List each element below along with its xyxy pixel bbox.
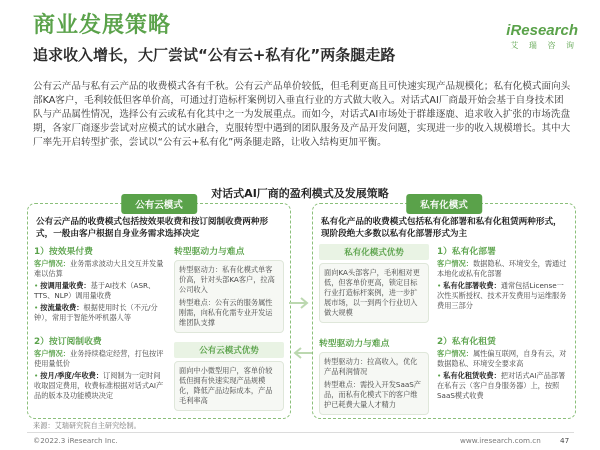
footer-url: www.iresearch.com.cn [460, 436, 541, 445]
usage-bullet-1 [34, 281, 166, 301]
private-advantage-text: 面向KA头部客户，毛利相对更低，但客单价更高，锁定目标行业打造标杆案例，进一步扩展市场，以一到两个行业切入做大规模 [319, 263, 429, 323]
deploy-title: 1）私有化部署 [437, 247, 496, 257]
usage-based-title: 1）按效果付费 [34, 247, 93, 257]
private-advantage-title: 私有化模式优势 [319, 244, 429, 260]
subscription-bullet-1 [34, 371, 166, 401]
rent-block [437, 334, 569, 401]
public-transform-block [174, 244, 284, 333]
usage-bullet-2 [34, 303, 166, 323]
usage-bullet-1-text: 基于AI技术（ASR、TTS、NLP）调用量收费 [34, 281, 156, 300]
private-panel [312, 200, 576, 419]
deploy-client-label: 客户情况： [437, 259, 473, 268]
deploy-bullet-1 [437, 281, 569, 311]
subscription-block [34, 334, 166, 401]
page-title: 商业发展策略 [33, 13, 172, 38]
public-cloud-header: 公有云模式 [121, 194, 197, 214]
private-transform-block [319, 336, 429, 415]
public-advantage-title: 公有云模式优势 [174, 342, 284, 358]
public-transform-drivers: 转型驱动力：私有化模式单客价高，针对头部KA客户，拉高公司收入 [179, 265, 275, 294]
subscription-client [34, 349, 166, 369]
rent-bullet-1 [437, 371, 569, 401]
usage-based-block [34, 244, 166, 323]
footer-divider [27, 432, 574, 433]
rent-client-text: 属性偏互联网，自身有云，对数据隐私、环境安全要求高 [437, 349, 567, 368]
usage-client [34, 259, 166, 279]
public-transform-difficulty: 转型难点：公有云的服务属性刚需，向私有化需专业开发运维团队支撑 [179, 298, 273, 327]
usage-client-label: 客户情况： [34, 259, 70, 268]
public-cloud-panel [27, 200, 291, 419]
private-transform-drivers: 转型驱动力：拉高收入，优化产品利润情况 [324, 357, 418, 376]
public-transform-card [174, 260, 284, 333]
page-subtitle: 追求收入增长，大厂尝试“公有云+私有化”两条腿走路 [33, 46, 396, 64]
deploy-client [437, 259, 569, 279]
deploy-client-text: 数据隐私、环境安全，需通过本地化或私有化部署 [437, 259, 567, 278]
public-transform-title: 转型驱动力与难点 [174, 247, 245, 257]
private-desc: 私有化产品的收费模式包括私有化部署和私有化租赁两种形式，现阶段绝大多数以私有化部署形式为主 [321, 217, 562, 239]
intro-paragraph: 公有云产品与私有云产品的收费模式各有千秋。公有云产品单价较低，但毛利更高且可快速实现产品规模化；私有化模式面向头部KA客户，毛利较低但客单价高，可通过打造标杆案例切入垂直行业的方式做大收入。对话式AI厂商最开始会基于自身技术团队与产品属性情况，选择公有云或私有化其中之一为发展重点。而如今，对话式AI市场处于群雄逐鹿、追求收入扩张的市场洗盘期，各家厂商逐步尝试对应模式的试水融合，克服转型中遇到的团队服务及产品开发问题，实现进一步的收入规模增长。其中大厂率先开启转型扩张，尝试以“公有云+私有化”两条腿走路，让收入结构更加平衡。 [33, 81, 571, 148]
rent-client-label: 客户情况： [437, 349, 473, 358]
footer-copyright: ©2022.3 iResearch Inc. [33, 436, 118, 445]
rent-client [437, 349, 569, 369]
rent-bullet-1-text: 把对话式AI产品部署在私有云（客户自身服务器）上，按照SaaS模式收费 [437, 371, 566, 400]
public-advantage-text: 面向中小微型用户，客单价较低但拥有快速实现产品规模化，降低产品边际成本，产品毛利率高 [174, 361, 284, 411]
private-transform-difficulty: 转型难点：需投入开发SaaS产品，而私有化模式下的客户维护已耗费大量人才精力 [324, 380, 421, 409]
subscription-title: 2）按订阅制收费 [34, 337, 102, 347]
deploy-bullet-1-text: 通常包括License一次性买断授权、技术开发费用与运维服务费用三部分 [437, 281, 567, 310]
arrow-left-icon [288, 346, 314, 360]
subscription-client-label: 客户情况： [34, 349, 70, 358]
usage-bullet-1-label: 按调用量收费： [40, 281, 91, 290]
public-advantage-block [174, 342, 284, 411]
subscription-bullet-1-text: 订阅制为一定时间收取固定费用，收费标准根据对话式AI产品的版本及功能模块决定 [34, 371, 164, 400]
deploy-block [437, 244, 569, 311]
public-cloud-desc: 公有云产品的收费模式包括按效果收费和按订阅制收费两种形式，一般由客户根据自身业务需求选择决定 [36, 217, 269, 239]
arrow-right-icon [288, 296, 314, 310]
deploy-bullet-1-label: 私有化部署收费： [443, 281, 501, 290]
private-transform-title: 转型驱动力与难点 [319, 339, 390, 349]
logo-sub: 艾 瑞 咨 询 [510, 41, 578, 50]
private-header: 私有化模式 [406, 194, 482, 214]
rent-bullet-1-label: 私有化租赁收费： [443, 371, 501, 380]
usage-bullet-2-label: 按流量收费： [40, 303, 84, 312]
logo [506, 22, 578, 51]
section-title: 对话式AI厂商的盈利模式及发展策略 [211, 187, 389, 200]
usage-client-text: 业务需求波动大且交互并发量难以估算 [34, 259, 164, 278]
private-advantage-block [319, 244, 429, 323]
subscription-bullet-1-label: 按月/季度/年收费： [40, 371, 104, 380]
rent-title: 2）私有化租赁 [437, 337, 496, 347]
logo-name: iResearch [506, 22, 578, 39]
footer-source: 来源：艾瑞研究院自主研究绘制。 [33, 421, 141, 430]
subscription-client-text: 业务持续稳定经营，打包按评使用量低价 [34, 349, 164, 368]
page-number: 47 [560, 436, 570, 445]
private-transform-card [319, 352, 429, 415]
usage-bullet-2-text: 根据使用时长（不元/分钟），常用于智能外呼机器人等 [34, 303, 158, 322]
